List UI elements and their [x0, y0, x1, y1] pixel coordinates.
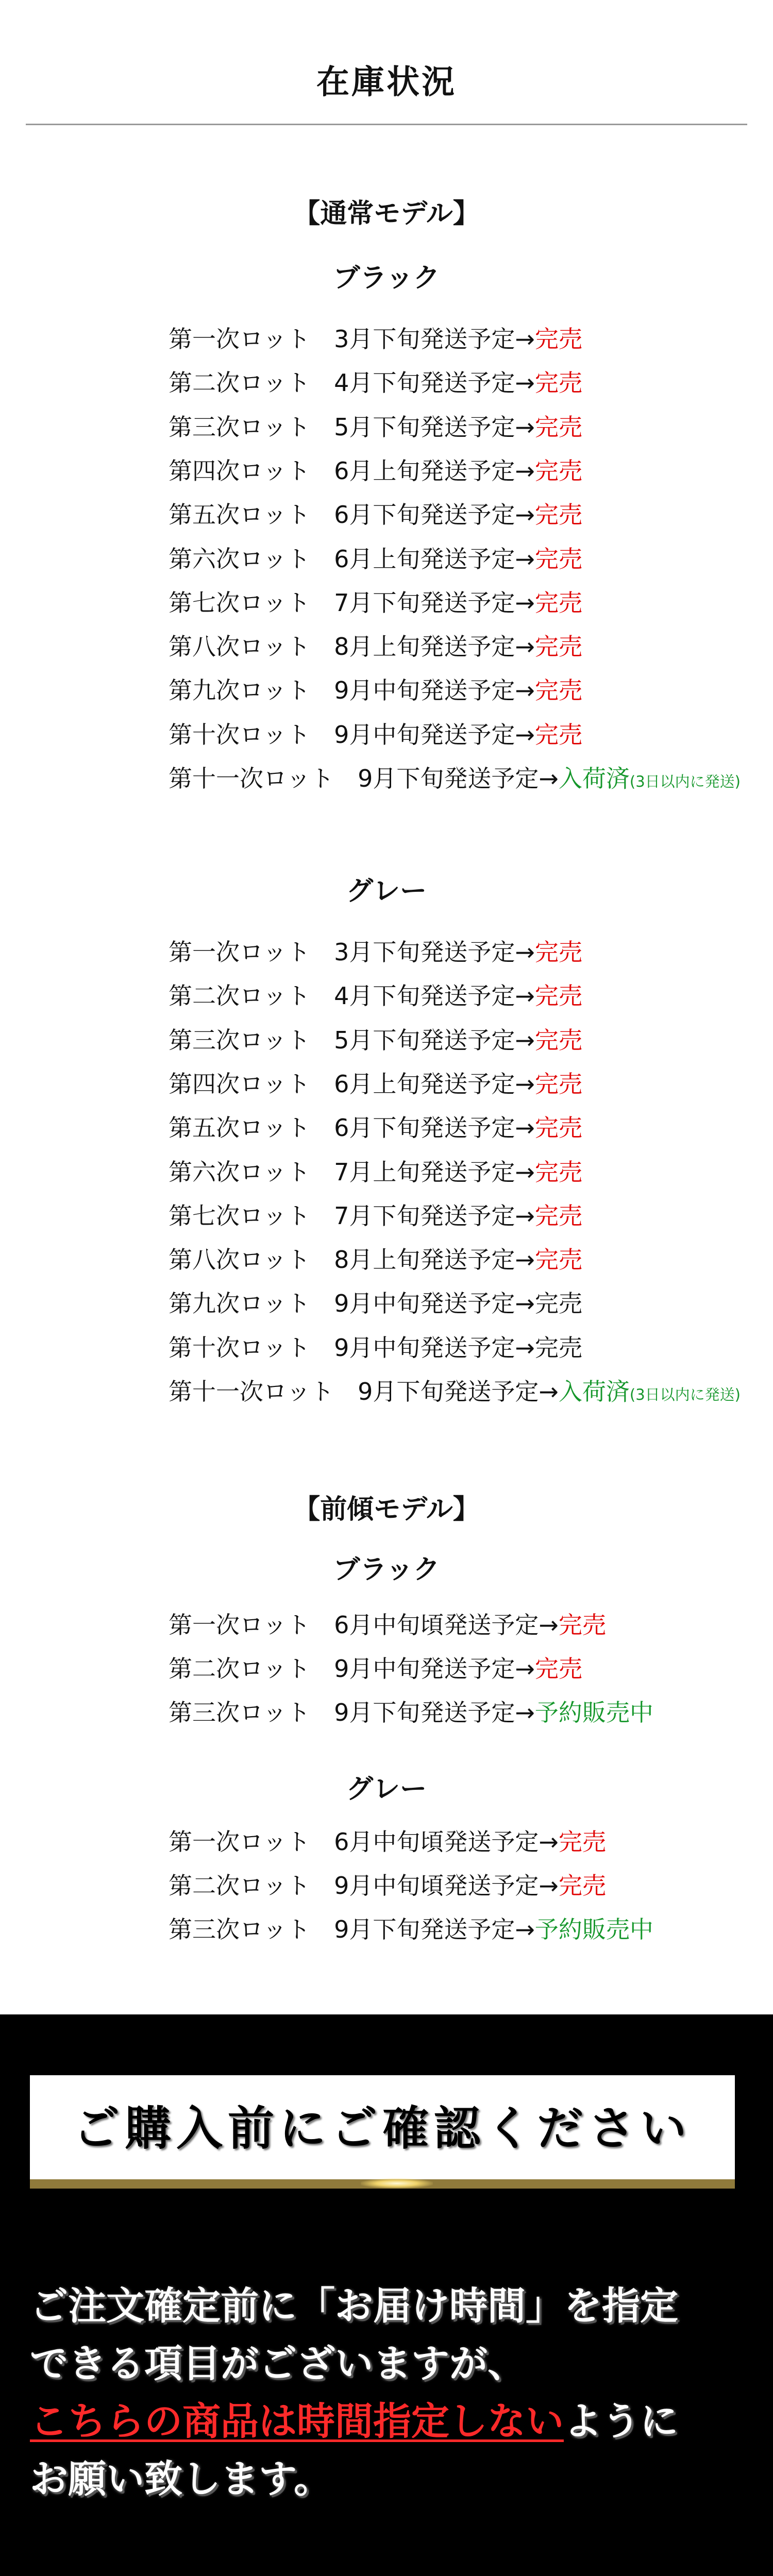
stock-row [169, 1914, 653, 1945]
stock-status: 完売 [558, 1611, 606, 1639]
shipping-schedule: 5月下旬発送予定→ [334, 1026, 535, 1054]
shipping-schedule: 9月下旬発送予定→ [334, 1916, 535, 1943]
stock-status: 完売 [558, 1872, 606, 1900]
shipping-schedule: 7月下旬発送予定→ [334, 1201, 535, 1230]
notice-line-4: お願い致します。 [30, 2457, 332, 2501]
shipping-schedule: 9月下旬発送予定→ [334, 1699, 535, 1726]
spacer [310, 1699, 334, 1726]
stock-row [169, 1376, 741, 1410]
stock-status: 完売 [558, 1828, 606, 1856]
tilt-black-label: ブラック [333, 1554, 440, 1585]
stock-row [169, 587, 582, 618]
lot-name: 第十次ロット [169, 720, 311, 749]
shipping-schedule: 8月上旬発送予定→ [334, 1246, 535, 1274]
spacer [310, 545, 334, 573]
stock-row [169, 1332, 582, 1363]
stock-row [169, 1697, 653, 1728]
spacer [310, 982, 334, 1010]
stock-row [169, 631, 582, 662]
stock-status: 完売 [534, 501, 582, 529]
stock-status: 予約販売中 [534, 1699, 653, 1726]
spacer [310, 457, 334, 485]
shipping-schedule: 3月下旬発送予定→ [334, 938, 535, 966]
spacer [310, 501, 334, 529]
stock-row [169, 544, 582, 574]
stock-status: 完売 [534, 676, 582, 705]
shipping-schedule: 6月上旬発送予定→ [334, 1070, 535, 1098]
stock-row [169, 1200, 582, 1231]
stock-status: 入荷済 [558, 765, 630, 792]
shipping-schedule: 9月下旬発送予定→ [358, 765, 559, 792]
shipping-schedule: 9月下旬発送予定→ [358, 1378, 559, 1405]
lot-name: 第二次ロット [169, 982, 311, 1010]
stock-status: 完売 [534, 1026, 582, 1054]
tilt-model-heading: 【前傾モデル】 [293, 1494, 480, 1525]
shipping-schedule: 9月中旬発送予定→ [334, 1290, 535, 1318]
stock-row [169, 763, 741, 797]
tilt-grey-label: グレー [346, 1774, 427, 1805]
spacer [310, 369, 334, 397]
notice-banner-text: ご購入前にご確認ください [73, 2102, 692, 2156]
lot-name: 第十一次ロット [169, 765, 334, 792]
spacer [310, 1334, 334, 1362]
shipping-schedule: 5月下旬発送予定→ [334, 413, 535, 441]
stock-status: 完売 [534, 1158, 582, 1186]
spacer [310, 1114, 334, 1142]
spacer [310, 1246, 334, 1274]
stock-row [169, 1157, 582, 1188]
lot-name: 第三次ロット [169, 1026, 311, 1054]
spacer [310, 1158, 334, 1186]
lot-name: 第十次ロット [169, 1333, 311, 1362]
shipping-schedule: 6月中旬頃発送予定→ [334, 1611, 559, 1639]
shipping-schedule: 8月上旬発送予定→ [334, 633, 535, 661]
normal-grey-label: グレー [346, 876, 427, 907]
shipping-schedule: 6月下旬発送予定→ [334, 1114, 535, 1142]
stock-row [169, 1112, 582, 1143]
spacer [310, 1026, 334, 1054]
spacer [310, 1290, 334, 1317]
stock-row [169, 1826, 606, 1857]
lot-name: 第九次ロット [169, 1290, 311, 1318]
spacer [310, 589, 334, 617]
stock-status: 完売 [534, 1070, 582, 1098]
stock-row [169, 324, 582, 354]
lot-name: 第八次ロット [169, 1246, 311, 1274]
page-title: 在庫状況 [316, 63, 457, 101]
normal-black-label: ブラック [333, 263, 440, 294]
stock-status: 完売 [534, 938, 582, 966]
lot-name: 第三次ロット [169, 1699, 311, 1726]
notice-line-3-rest: ように [564, 2399, 678, 2444]
stock-row [169, 1244, 582, 1275]
stock-status: 完売 [534, 1333, 582, 1362]
lot-name: 第五次ロット [169, 1114, 311, 1142]
lot-name: 第五次ロット [169, 501, 311, 529]
shipping-schedule: 6月上旬発送予定→ [334, 456, 535, 485]
lot-name: 第三次ロット [169, 413, 311, 441]
lot-name: 第三次ロット [169, 1916, 311, 1943]
shipping-note: (3日以内に発送) [629, 1386, 741, 1403]
spacer [310, 938, 334, 966]
stock-row [169, 980, 582, 1011]
title-divider [26, 124, 747, 125]
stock-status: 入荷済 [558, 1378, 630, 1405]
stock-row [169, 675, 582, 706]
stock-status: 完売 [534, 720, 582, 749]
lot-name: 第一次ロット [169, 325, 311, 353]
lot-name: 第六次ロット [169, 545, 311, 573]
shipping-schedule: 6月中旬頃発送予定→ [334, 1828, 559, 1856]
lot-name: 第六次ロット [169, 1158, 311, 1186]
stock-row [169, 937, 582, 968]
spacer [334, 765, 358, 792]
shipping-schedule: 6月上旬発送予定→ [334, 545, 535, 573]
stock-status: 完売 [534, 588, 582, 617]
shipping-schedule: 9月中旬頃発送予定→ [334, 1872, 559, 1900]
lot-name: 第一次ロット [169, 1611, 311, 1639]
shipping-schedule: 9月中旬発送予定→ [334, 1333, 535, 1362]
notice-line-1: ご注文確定前に「お届け時間」を指定 [30, 2284, 678, 2328]
lot-name: 第二次ロット [169, 1655, 311, 1683]
normal-model-heading: 【通常モデル】 [293, 198, 480, 229]
stock-status: 完売 [534, 633, 582, 661]
stock-row [169, 1653, 582, 1684]
shipping-schedule: 4月下旬発送予定→ [334, 369, 535, 397]
lot-name: 第二次ロット [169, 1872, 311, 1900]
stock-status: 完売 [534, 1246, 582, 1274]
shipping-schedule: 3月下旬発送予定→ [334, 325, 535, 353]
notice-line-2: できる項目がございますが、 [30, 2342, 526, 2386]
lot-name: 第十一次ロット [169, 1378, 334, 1405]
spacer [310, 1872, 334, 1900]
spacer [310, 633, 334, 660]
spacer [310, 1655, 334, 1683]
stock-status: 完売 [534, 1201, 582, 1230]
stock-row [169, 719, 582, 750]
spacer [334, 1378, 358, 1405]
stock-row [169, 1288, 582, 1319]
spacer [310, 325, 334, 353]
stock-row [169, 1025, 582, 1056]
stock-row [169, 499, 582, 530]
stock-row [169, 1609, 606, 1640]
shipping-schedule: 9月中旬発送予定→ [334, 720, 535, 749]
shipping-schedule: 7月上旬発送予定→ [334, 1158, 535, 1186]
stock-status: 完売 [534, 456, 582, 485]
shipping-schedule: 4月下旬発送予定→ [334, 982, 535, 1010]
stock-status: 完売 [534, 1290, 582, 1318]
stock-status: 完売 [534, 1655, 582, 1683]
spacer [310, 413, 334, 441]
spacer [310, 676, 334, 704]
shipping-schedule: 9月中旬発送予定→ [334, 1655, 535, 1683]
lot-name: 第九次ロット [169, 676, 311, 705]
spacer [310, 1070, 334, 1098]
stock-status: 予約販売中 [534, 1916, 653, 1943]
lot-name: 第七次ロット [169, 1201, 311, 1230]
lot-name: 第二次ロット [169, 369, 311, 397]
shipping-schedule: 9月中旬発送予定→ [334, 676, 535, 705]
stock-status: 完売 [534, 325, 582, 353]
lot-name: 第八次ロット [169, 633, 311, 661]
stock-row [169, 1069, 582, 1099]
notice-line-3 [30, 2393, 678, 2450]
stock-status: 完売 [534, 413, 582, 441]
lot-name: 第一次ロット [169, 938, 311, 966]
stock-row [169, 455, 582, 486]
lot-name: 第一次ロット [169, 1828, 311, 1856]
spacer [310, 1202, 334, 1230]
shipping-schedule: 6月下旬発送予定→ [334, 501, 535, 529]
shipping-note: (3日以内に発送) [629, 773, 741, 790]
stock-row [169, 1870, 606, 1901]
stock-status: 完売 [534, 1114, 582, 1142]
spacer [310, 1611, 334, 1639]
lot-name: 第四次ロット [169, 456, 311, 485]
lot-name: 第七次ロット [169, 588, 311, 617]
stock-status: 完売 [534, 545, 582, 573]
stock-row [169, 367, 582, 398]
stock-status: 完売 [534, 982, 582, 1010]
no-time-designation-highlight: こちらの商品は時間指定しない [30, 2399, 564, 2444]
spacer [310, 1916, 334, 1943]
spacer [310, 1828, 334, 1856]
stock-row [169, 412, 582, 443]
shipping-schedule: 7月下旬発送予定→ [334, 588, 535, 617]
lot-name: 第四次ロット [169, 1070, 311, 1098]
spacer [310, 721, 334, 749]
stock-status: 完売 [534, 369, 582, 397]
